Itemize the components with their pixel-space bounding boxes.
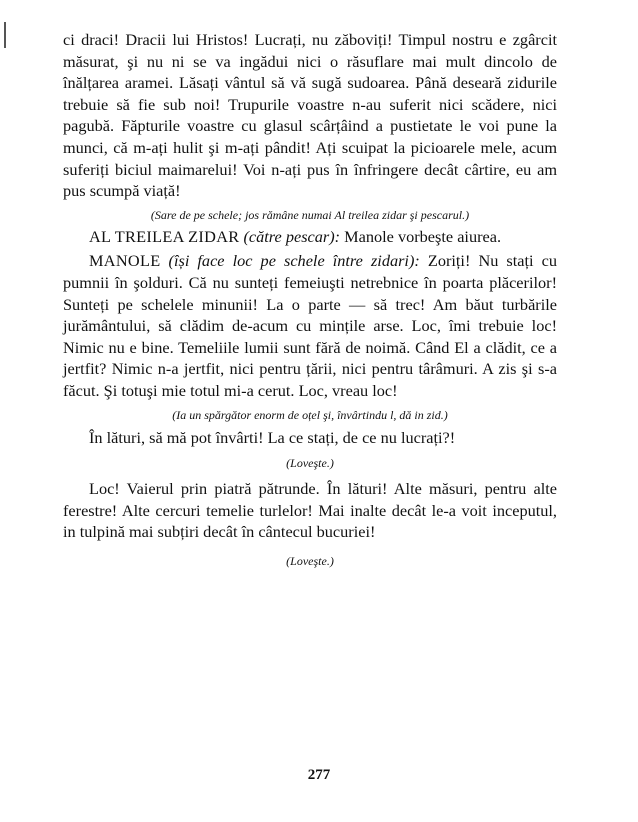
speech-text: Zoriți! Nu stați cu pumnii în şolduri. Că nu sunteți femeiuşti netrebnice în poarta plăcerilor! Sunteți pe schelele minunii! La o parte — să trec! Am băut turbările jurământului, să clădim de-acum cu mințile arse. Loc, îmi trebuie loc! Nimic nu e bine. Temeliile lumii sunt fără de noimă. Când El a clădit, ce a jertfit? Nimic n-a jertfit, nici pentru țării, nici pentru târâmuri. A zis şi s-a făcut. Şi totuşi mie totul mi-a cerut. Loc, vreau loc! xyxy=(63,251,557,400)
margin-mark xyxy=(4,22,6,48)
stage-direction-1: (Sare de pe schele; jos rămâne numai Al treilea zidar şi pescarul.) xyxy=(150,207,470,222)
speech-manole xyxy=(63,250,557,401)
stage-direction-4: (Loveşte.) xyxy=(286,553,334,568)
speaker-direction: (către pescar): xyxy=(243,226,341,246)
text-column xyxy=(63,29,557,570)
stage-direction-3: (Loveşte.) xyxy=(286,456,334,471)
paragraph-5: Loc! Vaierul prin piatră pătrunde. În lături! Alte măsuri, pentru alte ferestre! Alte cercuri temelie turlelor! Mai inalte decât le-a voit inceputul, in tulpină mai subțiri decât în cântecul bucuriei! xyxy=(63,479,557,542)
speech-text: Manole vorbeşte aiurea. xyxy=(340,226,502,246)
paragraph-4: În lături, să mă pot învârti! La ce stați, de ce nu lucrați?! xyxy=(89,427,456,447)
stage-direction-2: (Ia un spărgător enorm de oțel şi, învârtindu l, dă in zid.) xyxy=(172,407,448,422)
page-number: 277 xyxy=(307,767,331,783)
paragraph-1: ci draci! Dracii lui Hristos! Lucrați, nu zăboviți! Timpul nostru e zgârcit măsurat, şi nu ni se va ingădui nici o răsuflare mai mult dincolo de înălțarea aramei. Lăsați vântul să vă sugă sudoarea. Până deseară zidurile trebuie să fie sub noi! Trupurile voastre n-au suferit nici scădere, nici pagubă. Făpturile voastre cu glasul scârțâind a pustietate le voi pune la munci, că m-ați hulit şi m-ați pândit! Ați scuipat la picioarele mele, acum suferiți biciul maimarelui! Voi n-ați pus în înfringere decât cârtire, eu am pus scumpă viață! xyxy=(63,30,557,201)
speaker-direction: (își face loc pe schele între zidari): xyxy=(168,251,420,271)
speaker-name: AL TREILEA ZIDAR xyxy=(89,226,240,246)
speech-third-mason xyxy=(63,226,557,248)
speaker-name: MANOLE xyxy=(89,251,161,271)
